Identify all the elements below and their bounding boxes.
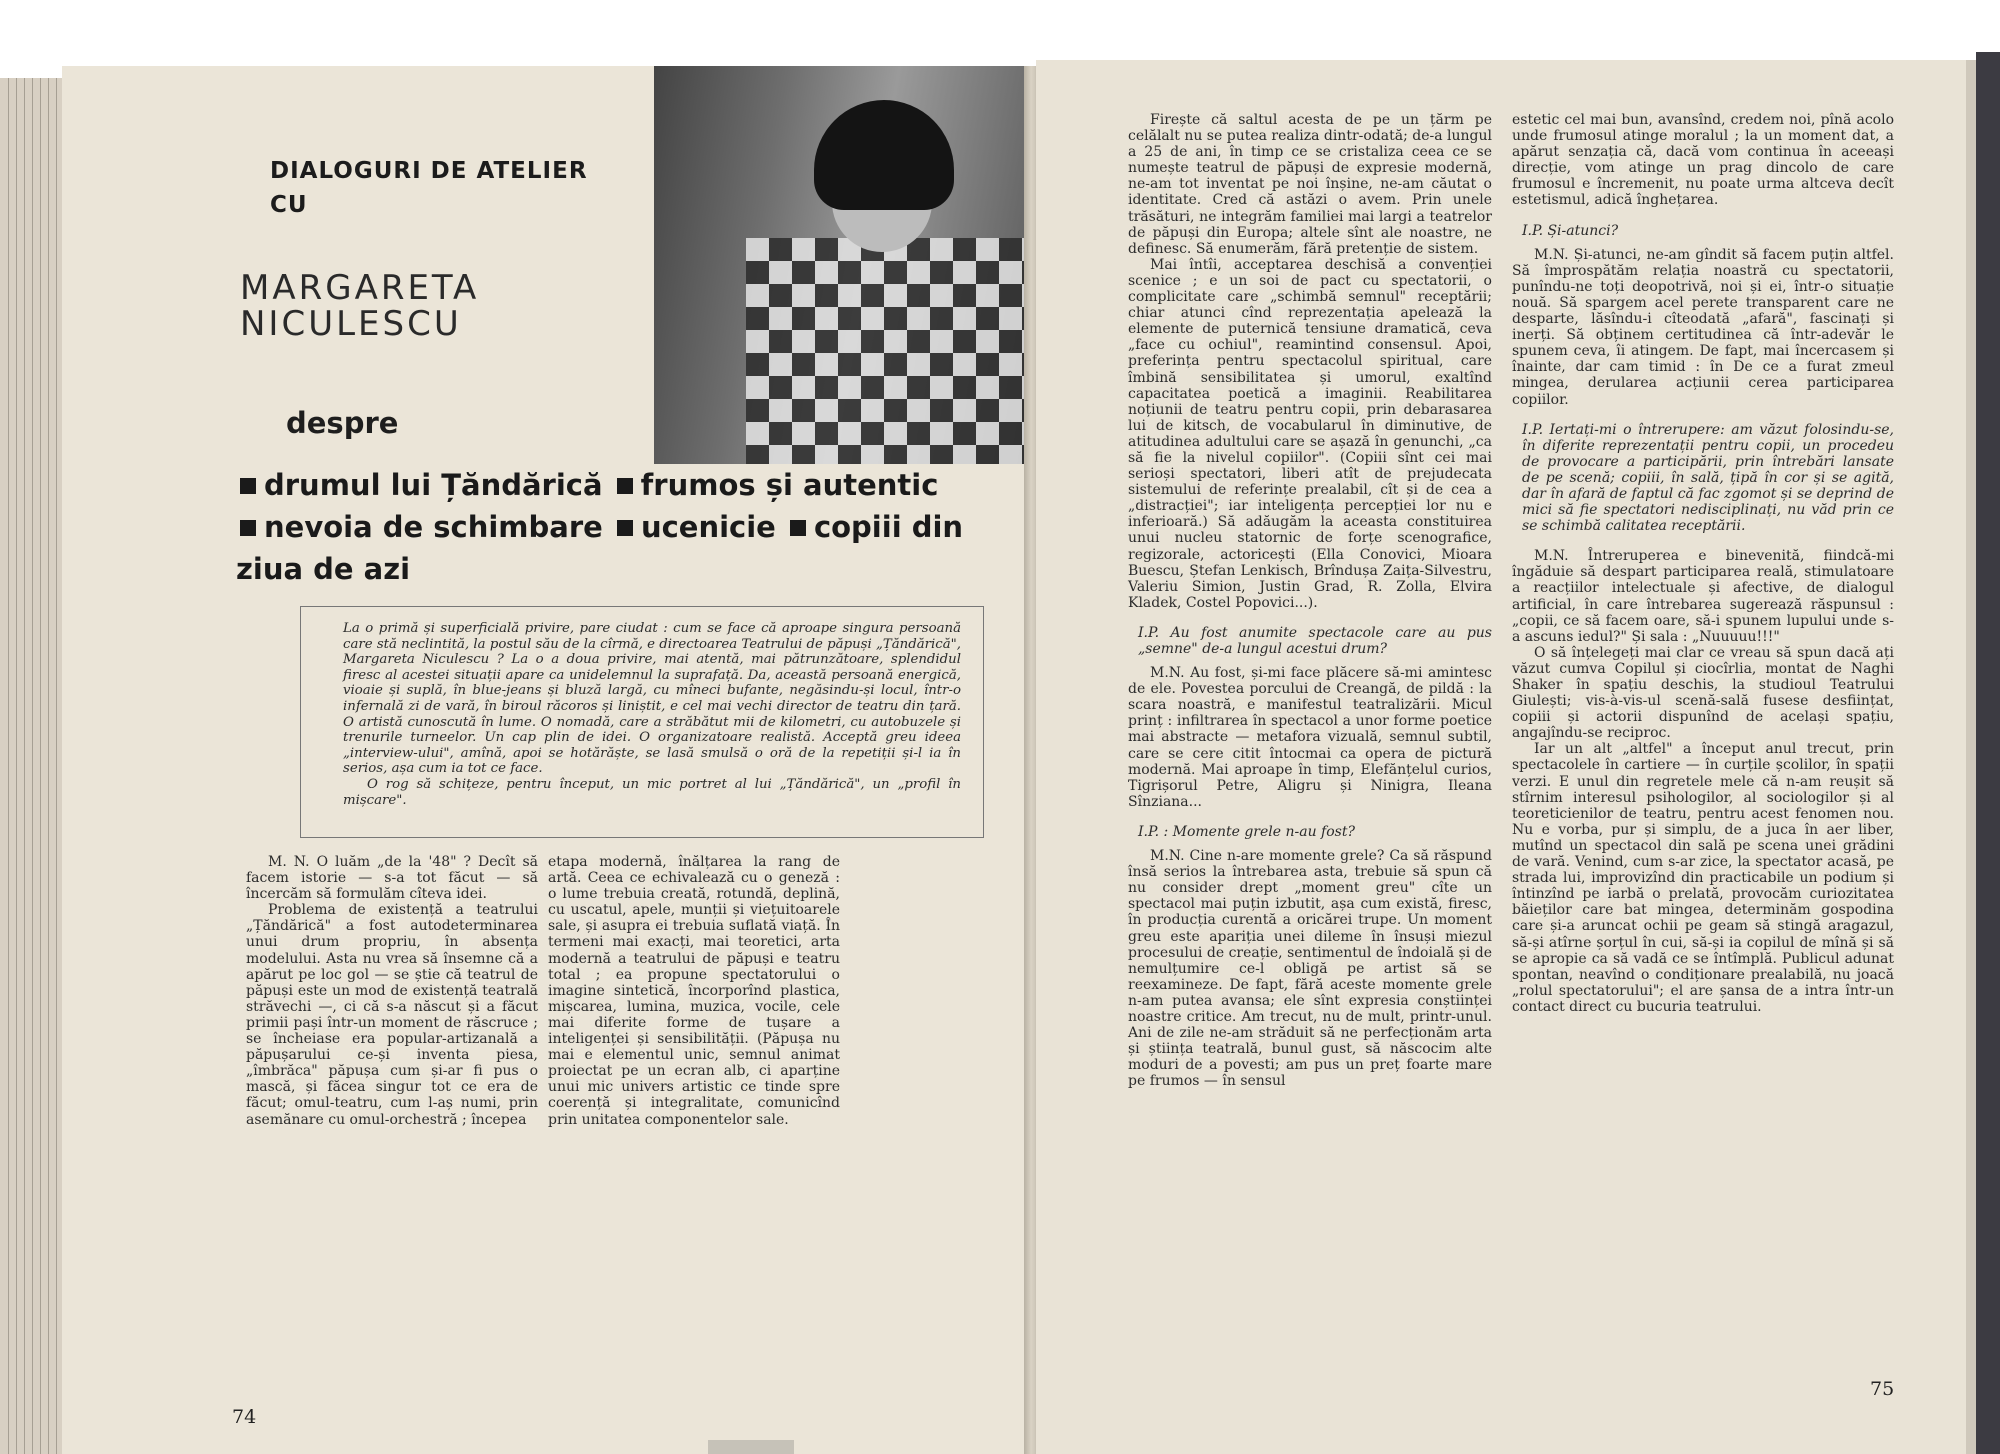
- left-column-2: [548, 854, 840, 1128]
- book-binding-edge: [0, 78, 62, 1454]
- topic-item: nevoia de schimbare: [264, 510, 603, 544]
- question: I.P. Au fost anumite spectacole care au pus „semne" de-a lungul acestui drum?: [1138, 624, 1492, 657]
- square-bullet-icon: [617, 478, 633, 494]
- paragraph: M.N. Întreruperea e binevenită, fiindcă-mi îngăduie să despart participarea reală, stimulatoare a reacțiilor intelectuale și afective, de dialogul artificial, în care întrebarea sugerează răspunsul : „copii, ce să facem oare, să-i spunem lupului unde s-a ascuns iedul?" Și sala : „Nuuuuu!!!": [1512, 548, 1894, 645]
- square-bullet-icon: [790, 520, 806, 536]
- left-column-1: [246, 854, 538, 1128]
- paragraph: Problema de existență a teatrului „Țăndărică" a fost autodeterminarea unui drum propriu, în absența modelului. Asta nu vrea să însemne că a apărut pe loc gol — se știe că teatrul de păpuși este un mod de existență teatrală străvechi —, ci că s-a născut și a făcut primii pași într-un moment de răscruce ; se încheiase era popular-artizanală a păpușarului ce-și inventa piesa, „îmbrăca" păpușa cum și-ar fi pus o mască, și făcea singur tot ce era de făcut; omul-teatru, cum l-aș numi, prin asemănare cu omul-orchestră ; începea: [246, 902, 538, 1128]
- paragraph: estetic cel mai bun, avansînd, credem noi, pînă acolo unde frumosul atinge moralul ; la un moment dat, a apărut senzația că, dacă vom continua în aceeași direcție, vom atinge un prag dincolo de care frumosul e încremenit, nu poate urma altceva decît estetismul, adică înghețarea.: [1512, 112, 1894, 209]
- question: I.P. Și-atunci?: [1522, 222, 1619, 239]
- topic-item: drumul lui Țăndărică: [264, 468, 603, 502]
- topic-item: frumos și autentic: [640, 468, 939, 502]
- paragraph: O să înțelegeți mai clar ce vreau să spun dacă ați văzut cumva Copilul și ciocîrlia, montat de Naghi Shaker în spațiu deschis, la studioul Teatrului Giulești; vis-à-vis-ul scenă-sală fusese desființat, copiii și actorii dispunînd de același spațiu, angajîndu-se reciproc.: [1512, 644, 1894, 742]
- paragraph: M.N. Au fost, și-mi face plăcere să-mi amintesc de ele. Povestea porcului de Creangă, de pildă : la scara noastră, e manifestul teatralizării. Micul prinț : infiltrarea în spectacol a unor forme poetice mai abstracte — metafora vizuală, semnul subtil, care se cere citit întocmai ca opera de pictură modernă. Mai aproape în timp, Elefănțelul curios, Tigrișorul Petre, Aligru și Ninigra, Ileana Sînziana...: [1128, 665, 1492, 810]
- page-number-left: 74: [232, 1406, 257, 1428]
- photo-patterned-shirt: [746, 238, 1030, 464]
- paragraph: Firește că saltul acesta de pe un țărm pe celălalt nu se putea realiza dintr-odată; de-a lungul a 25 de ani, în timp ce se cristaliza ceea ce se numește teatrul de păpuși de expresie modernă, ne-am tot inventat pe noi înșine, ne-am căutat o identitate. Cred că astăzi o avem. Prin unele trăsături, ne integrăm familiei mai largi a teatrelor de păpuși din Europa; altele sînt ale noastre, ne definesc. Să enumerăm, fără pretenție de sistem.: [1128, 112, 1492, 257]
- page-number-right: 75: [1870, 1378, 1895, 1400]
- topics-list: [236, 464, 1024, 590]
- right-page: [1036, 60, 1976, 1454]
- series-heading-cu: CU: [270, 192, 308, 218]
- paragraph: M. N. O luăm „de la '48" ? Decît să facem istorie — s-a tot făcut — să încercăm să formulăm cîteva idei.: [246, 854, 538, 903]
- question: I.P. Iertați-mi o întrerupere: am văzut folosindu-se, în diferite reprezentații pentru copii, un procedeu de provocare a participării, prin întrebări lansate de pe scenă; copiii, în sală, țipă în cor și se agită, dar în afară de faptul că fac zgomot și se deprind de mici să fie spectatori nedisciplinați, nu văd prin ce se schimbă calitatea receptării.: [1522, 421, 1894, 535]
- book-cover-edge: [1976, 52, 2000, 1454]
- intro-box: [300, 606, 984, 838]
- right-column-1: [1128, 112, 1492, 1089]
- left-page: [62, 66, 1030, 1454]
- intro-paragraph: La o primă și superficială privire, pare ciudat : cum se face că aproape singura persoană care stă neclintită, la postul său de la cîrmă, e directoarea Teatrului de păpuși „Țăndărică", Margareta Niculescu ? La o a doua privire, mai atentă, mai pătrunzătoare, splendidul firesc al acestei situații apare ca unidelemnul la suprafață. Da, această persoană energică, vioaie și suplă, în blue-jeans și bluză largă, cu mîneci bufante, negăsindu-și locul, într-o infernală zi de vară, în biroul răcoros și liniștit, e cel mai vechi director de teatru din țară. O artistă cunoscută în lume. O nomadă, care a străbătut mii de kilometri, cu autobuzele și trenurile turneelor. Un cap plin de idei. O organizatoare realistă. Acceptă greu ideea „interview-ului", amînă, apoi se hotărăște, se lasă smulsă o oră de la repetiții și-l ia în serios, așa cum ia tot ce face.: [343, 621, 961, 777]
- page-fore-edge: [1966, 60, 1976, 1454]
- interviewee-last-name: NICULESCU: [240, 304, 462, 344]
- portrait-photo: [654, 66, 1030, 464]
- paragraph: M.N. Cine n-are momente grele? Ca să răspund însă serios la întrebarea asta, trebuie să spun că nu consider drept „moment greu" cîte un spectacol mai puțin izbutit, așa cum există, firesc, în producția curentă a oricărei trupe. Un moment greu este apariția unei dileme în însuși miezul procesului de creație, sentimentul de îndoială și de nemulțumire ce-l obligă pe artist să se reexamineze. De fapt, fără aceste momente grele n-am putea avansa; ele sînt expresia conștiinței noastre critice. Am trecut, nu de mult, printr-unul. Ani de zile ne-am străduit să ne perfecționăm arta și știința teatrală, bunul gust, să născocim alte moduri de a povesti; am pus un preț foarte mare pe frumos — în sensul: [1128, 848, 1492, 1090]
- square-bullet-icon: [240, 520, 256, 536]
- photo-hair: [814, 100, 954, 210]
- paragraph: etapa modernă, înălțarea la rang de artă. Ceea ce echivalează cu o geneză : o lume trebuia creată, rotundă, deplină, cu uscatul, apele, munții și viețuitoarele sale, și asupra ei trebuia suflată viață. În termeni mai exacți, mai teoretici, arta modernă a teatrului de păpuși e teatru total ; ea propune spectatorului o imagine sintetică, încorporînd plastica, mișcarea, lumina, muzica, vocile, cele mai diferite forme de tușare a inteligenței și sensibilității. (Păpușa nu mai e elementul unic, semnul animat proiectat pe un ecran alb, ci aparține unui mic univers artistic ce tinde spre coerență și integralitate, comunicînd prin unitatea componentelor sale.: [548, 854, 840, 1128]
- right-column-2: [1512, 112, 1894, 1015]
- bottom-tab: [708, 1440, 794, 1454]
- topic-item: ucenicie: [640, 510, 776, 544]
- question: I.P. : Momente grele n-au fost?: [1138, 823, 1355, 840]
- paragraph: M.N. Și-atunci, ne-am gîndit să facem puțin altfel. Să împrospătăm relația noastră cu spectatorii, punîndu-ne toți deopotrivă, noi și ei, într-o situație nouă. Să spargem acel perete transparent care ne desparte, lăsîndu-i cîteodată „afară", fascinați și inerți. Să obținem certitudinea că într-adevăr le spunem ceva, îi atingem. De fapt, mai încercasem și înainte, dar cam timid : în De ce a furat zmeul mingea, derularea acțiunii cerea participarea copiilor.: [1512, 246, 1894, 408]
- topic-item: copiii din ziua de azi: [236, 510, 964, 586]
- paragraph: Iar un alt „altfel" a început anul trecut, prin spectacolele în cartiere — în curțile școlilor, în spații verzi. E unul din regretele mele că n-am reușit să stîrnim interesul psihologilor, al sociologilor și al teoreticienilor de teatru, pentru acest fenomen nou. Nu e vorba, pur și simplu, de a juca în aer liber, mutînd un spectacol din sală pe scena unei grădini de vară. Venind, cum s-ar zice, la spectator acasă, pe strada lui, improvizînd din practicabile un podium și întinzînd pe iarbă o prelată, provocăm curiozitatea băieților care bat mingea, determinăm gospodina care și-a aruncat ochii pe geam să stingă aragazul, să-și atîrne șorțul în cui, să-și ia copilul de mînă și să se apropie ca să vadă ce se întîmplă. Publicul adunat spontan, neavînd o condiționare prealabilă, nu joacă „rolul spectatorului"; el are șansa de a intra într-un contact direct cu bucuria teatrului.: [1512, 741, 1894, 1015]
- intro-paragraph: O rog să schițeze, pentru început, un mic portret al lui „Țăndărică", un „profil în mișcare".: [343, 776, 961, 808]
- series-heading: DIALOGURI DE ATELIER: [270, 158, 588, 184]
- despre-label: despre: [286, 406, 399, 440]
- paragraph: Mai întîi, acceptarea deschisă a convenției scenice ; e un soi de pact cu spectatorii, o complicitate care „schimbă semnul" receptării; chiar atunci cînd reprezentația apelează la elemente de puternică tensiune dramatică, ceva „face cu ochiul", reamintind consensul. Apoi, preferința pentru spectacolul spiritual, care îmbină sensibilitatea și umorul, exaltînd capacitatea poetică a imaginii. Reabilitarea noțiunii de teatru pentru copii, prin debarasarea lui de kitsch, de vocabularul în diminutive, de atitudinea adultului care se așază în genunchi, „ca să fie la nivelul copiilor". (Copiii sînt cei mai serioși spectatori, liberi atît de prejudecata sistemului de referințe prealabil, cît și de cea a „distracției"; iar inteligența percepției lor nu e inferioară.) Să adăugăm la aceasta constituirea unui nucleu statornic de forțe scenografice, regizorale, actoricești (Ella Conovici, Mioara Buescu, Ștefan Lenkisch, Brîndușa Zaița-Silvestru, Valeriu Simion, Justin Grad, R. Zolla, Elvira Kladek, Costel Popovici...).: [1128, 256, 1492, 611]
- square-bullet-icon: [617, 520, 633, 536]
- interviewee-first-name: MARGARETA: [240, 268, 480, 308]
- square-bullet-icon: [240, 478, 256, 494]
